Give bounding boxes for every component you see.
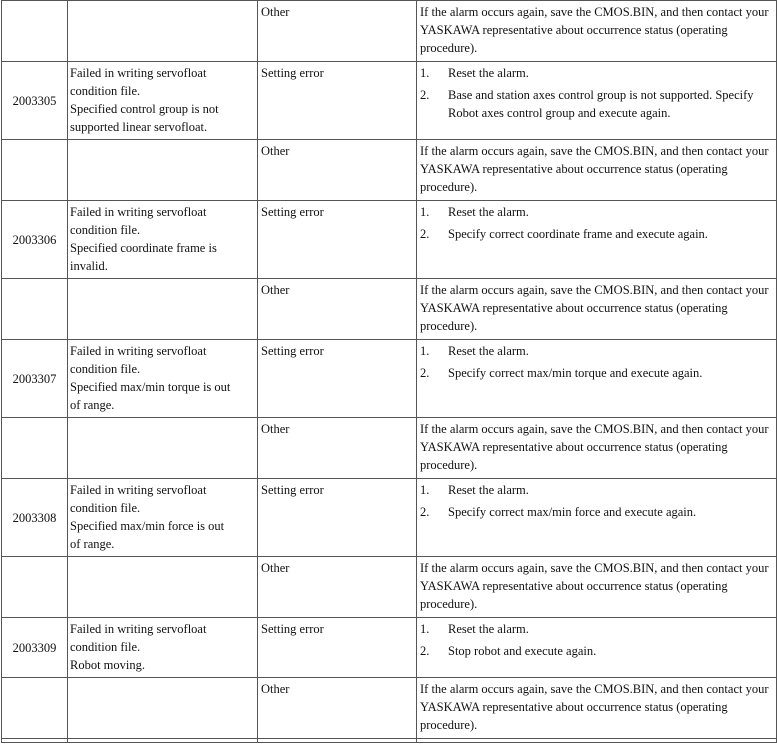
description-line: Failed in writing servofloat: [70, 344, 207, 358]
alarm-row: [2, 1, 777, 62]
empty-cell: [258, 739, 417, 743]
alarm-remedy-cell: If the alarm occurs again, save the CMOS.BIN, and then contact your YASKAWA representative about occurrence status (operating procedure).: [417, 678, 777, 739]
description-line: of range.: [70, 398, 115, 412]
step-text: Stop robot and execute again.: [448, 644, 597, 658]
alarm-row: [2, 62, 777, 140]
alarm-table-body: [2, 1, 777, 743]
alarm-row: [2, 201, 777, 279]
description-line: condition file.: [70, 640, 141, 654]
step-number: 2.: [420, 88, 430, 102]
alarm-code-cell: 2003309: [2, 618, 68, 678]
description-line: Failed in writing servofloat: [70, 483, 207, 497]
alarm-description-cell: [68, 62, 258, 140]
alarm-code-cell: [2, 418, 68, 479]
alarm-row: [2, 418, 777, 479]
remedy-step: [420, 86, 773, 122]
step-number: 1.: [420, 622, 430, 636]
alarm-description-cell: [68, 557, 258, 618]
alarm-row: [2, 557, 777, 618]
alarm-row-partial: [2, 739, 777, 743]
alarm-cause-cell: Other: [258, 678, 417, 739]
alarm-code-cell: 2003306: [2, 201, 68, 279]
alarm-cause-cell: Setting error: [258, 618, 417, 678]
alarm-remedy-cell: [417, 479, 777, 557]
alarm-code-cell: [2, 557, 68, 618]
alarm-remedy-cell: If the alarm occurs again, save the CMOS.BIN, and then contact your YASKAWA representative about occurrence status (operating procedure).: [417, 140, 777, 201]
description-line: invalid.: [70, 259, 108, 273]
alarm-description-cell: [68, 479, 258, 557]
alarm-row: [2, 140, 777, 201]
empty-cell: [2, 739, 68, 743]
alarm-row: [2, 340, 777, 418]
alarm-description-cell: [68, 618, 258, 678]
step-number: 1.: [420, 205, 430, 219]
alarm-code-cell: [2, 1, 68, 62]
alarm-description-cell: [68, 418, 258, 479]
alarm-description-cell: [68, 279, 258, 340]
alarm-row: [2, 678, 777, 739]
step-number: 2.: [420, 505, 430, 519]
alarm-row: [2, 479, 777, 557]
description-line: Specified max/min torque is out: [70, 380, 231, 394]
alarm-description-cell: [68, 1, 258, 62]
description-line: Specified control group is not: [70, 102, 219, 116]
step-text: Reset the alarm.: [448, 205, 529, 219]
remedy-step: [420, 64, 773, 82]
alarm-code-cell: [2, 678, 68, 739]
description-line: supported linear servofloat.: [70, 120, 208, 134]
alarm-cause-cell: Setting error: [258, 340, 417, 418]
alarm-row: [2, 618, 777, 678]
remedy-step: [420, 225, 773, 243]
description-line: Failed in writing servofloat: [70, 622, 207, 636]
alarm-description-cell: [68, 140, 258, 201]
alarm-code-cell: 2003305: [2, 62, 68, 140]
step-number: 1.: [420, 483, 430, 497]
empty-cell: [68, 739, 258, 743]
alarm-remedy-cell: [417, 618, 777, 678]
remedy-step: [420, 203, 773, 221]
alarm-description-cell: [68, 201, 258, 279]
remedy-step: [420, 642, 773, 660]
step-text: Reset the alarm.: [448, 344, 529, 358]
step-number: 1.: [420, 66, 430, 80]
remedy-step: [420, 503, 773, 521]
step-number: 2.: [420, 644, 430, 658]
alarm-remedy-cell: If the alarm occurs again, save the CMOS.BIN, and then contact your YASKAWA representative about occurrence status (operating procedure).: [417, 279, 777, 340]
alarm-cause-cell: Other: [258, 418, 417, 479]
step-text: Specify correct max/min torque and execute again.: [448, 366, 703, 380]
remedy-step: [420, 481, 773, 499]
alarm-table: [1, 0, 777, 743]
alarm-remedy-cell: [417, 340, 777, 418]
step-number: 2.: [420, 366, 430, 380]
step-number: 2.: [420, 227, 430, 241]
description-line: of range.: [70, 537, 115, 551]
alarm-remedy-cell: [417, 62, 777, 140]
step-text: Reset the alarm.: [448, 66, 529, 80]
description-line: condition file.: [70, 362, 141, 376]
empty-cell: [417, 739, 777, 743]
alarm-remedy-cell: [417, 201, 777, 279]
alarm-cause-cell: Setting error: [258, 201, 417, 279]
description-line: condition file.: [70, 84, 141, 98]
remedy-step: [420, 364, 773, 382]
step-text: Specify correct max/min force and execute again.: [448, 505, 697, 519]
description-line: Robot moving.: [70, 658, 146, 672]
description-line: Failed in writing servofloat: [70, 66, 207, 80]
alarm-code-cell: 2003307: [2, 340, 68, 418]
alarm-code-cell: [2, 140, 68, 201]
alarm-cause-cell: Setting error: [258, 62, 417, 140]
remedy-step: [420, 620, 773, 638]
description-line: condition file.: [70, 223, 141, 237]
alarm-code-cell: [2, 279, 68, 340]
step-number: 1.: [420, 344, 430, 358]
alarm-cause-cell: Setting error: [258, 479, 417, 557]
alarm-cause-cell: Other: [258, 557, 417, 618]
description-line: Failed in writing servofloat: [70, 205, 207, 219]
alarm-cause-cell: Other: [258, 1, 417, 62]
alarm-code-cell: 2003308: [2, 479, 68, 557]
step-text: Reset the alarm.: [448, 622, 529, 636]
description-line: condition file.: [70, 501, 141, 515]
alarm-description-cell: [68, 678, 258, 739]
alarm-cause-cell: Other: [258, 279, 417, 340]
description-line: Specified coordinate frame is: [70, 241, 217, 255]
step-text: Specify correct coordinate frame and execute again.: [448, 227, 708, 241]
alarm-row: [2, 279, 777, 340]
remedy-step: [420, 342, 773, 360]
step-text: Base and station axes control group is not supported. Specify Robot axes control group and execute again.: [448, 88, 754, 120]
alarm-description-cell: [68, 340, 258, 418]
alarm-remedy-cell: If the alarm occurs again, save the CMOS.BIN, and then contact your YASKAWA representative about occurrence status (operating procedure).: [417, 418, 777, 479]
alarm-remedy-cell: If the alarm occurs again, save the CMOS.BIN, and then contact your YASKAWA representative about occurrence status (operating procedure).: [417, 557, 777, 618]
description-line: Specified max/min force is out: [70, 519, 225, 533]
alarm-remedy-cell: If the alarm occurs again, save the CMOS.BIN, and then contact your YASKAWA representative about occurrence status (operating procedure).: [417, 1, 777, 62]
alarm-cause-cell: Other: [258, 140, 417, 201]
step-text: Reset the alarm.: [448, 483, 529, 497]
